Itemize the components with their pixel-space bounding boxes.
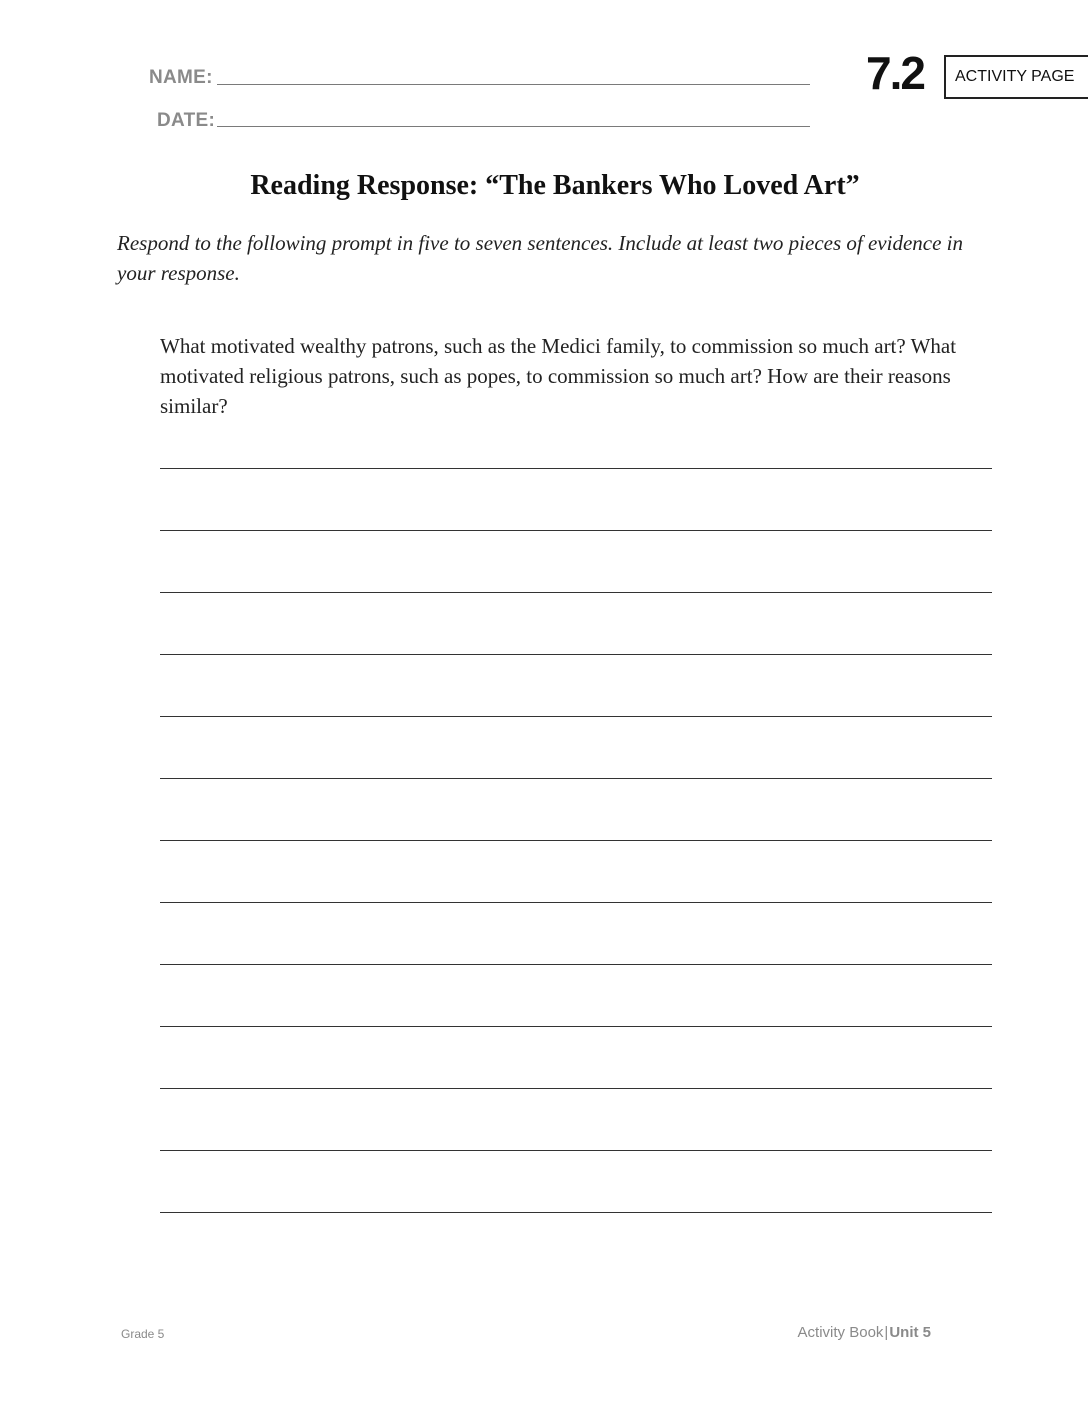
answer-line[interactable] [160,468,992,469]
footer-grade: Grade 5 [121,1327,165,1341]
answer-line[interactable] [160,1088,992,1089]
answer-line[interactable] [160,778,992,779]
date-label: DATE: [157,110,216,131]
footer-separator: | [884,1324,889,1341]
instructions: Respond to the following prompt in five to seven sentences. Include at least two pieces of evidence in your response. [117,231,964,285]
answer-line[interactable] [160,654,992,655]
footer-book-info [798,1324,931,1341]
page-title: Reading Response: “The Bankers Who Loved Art” [250,170,860,201]
answer-line[interactable] [160,530,992,531]
footer-book-title: Activity Book [797,1324,884,1341]
answer-line[interactable] [160,716,992,717]
answer-line[interactable] [160,1026,992,1027]
answer-line[interactable] [160,964,992,965]
activity-page-badge [944,55,1088,99]
name-label: NAME: [149,67,213,88]
date-field[interactable] [217,126,810,127]
answer-line[interactable] [160,1212,992,1213]
prompt-text: What motivated wealthy patrons, such as the Medici family, to commission so much art? What motivated religious patrons, such as popes, to commission so much art? How are their reasons similar? [160,334,957,418]
activity-page-label: ACTIVITY PAGE [955,68,1075,85]
answer-line[interactable] [160,840,992,841]
answer-line[interactable] [160,902,992,903]
page-number: 7.2 [866,47,924,99]
answer-line[interactable] [160,1150,992,1151]
footer-unit: Unit 5 [889,1324,931,1341]
name-field[interactable] [217,84,810,85]
answer-line[interactable] [160,592,992,593]
